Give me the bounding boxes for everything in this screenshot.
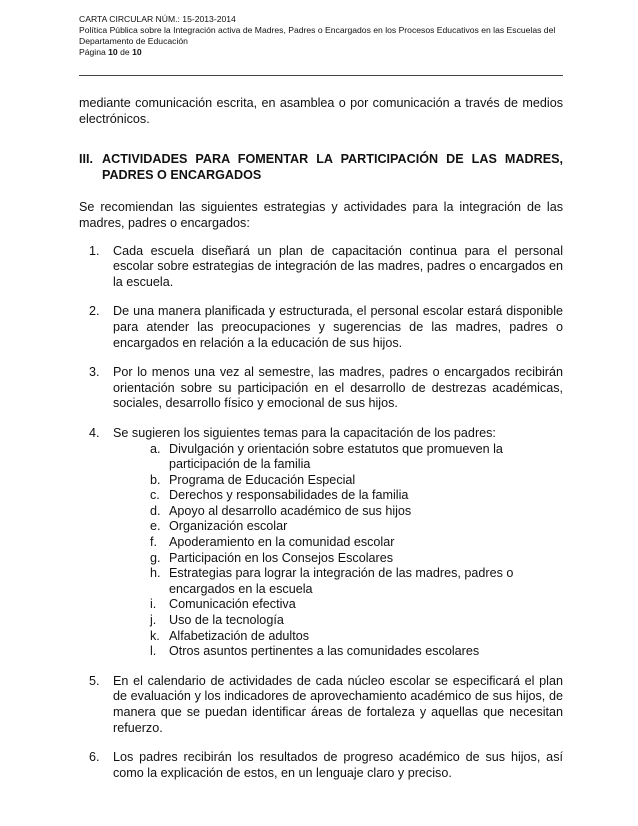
sub-list-item [150,644,563,660]
sub-item-text: Divulgación y orientación sobre estatutos que promueven la participación de la familia [169,441,503,472]
sub-list-item [150,504,563,520]
sub-list-item [150,488,563,504]
item-text: Se sugieren los siguientes temas para la capacitación de los padres: [113,425,496,440]
list-item [79,674,563,736]
sub-list-item [150,473,563,489]
sub-item-text: Programa de Educación Especial [169,472,356,487]
list-item [79,426,563,660]
list-item [79,750,563,781]
sub-item-text: Estrategias para lograr la integración de las madres, padres o encargados en la escuela [169,566,514,596]
item-number: 4. [89,425,100,440]
sub-item-text: Apoderamiento en la comunidad escolar [169,535,395,550]
list-item [79,365,563,412]
sub-item-letter: c. [150,488,160,503]
intro-paragraph: mediante comunicación escrita, en asamblea o por comunicación a través de medios electrónicos. [79,96,563,126]
sub-item-text: Apoyo al desarrollo académico de sus hijos [169,503,412,518]
sub-list-item [150,519,563,535]
sub-item-letter: g. [150,550,161,565]
sub-item-text: Otros asuntos pertinentes a las comunidades escolares [169,644,480,659]
section-heading [79,152,563,183]
sub-item-letter: k. [150,628,160,643]
list-item [79,244,563,291]
sub-item-text: Alfabetización de adultos [169,628,310,643]
sub-list-item [150,566,563,597]
sub-list-item [150,613,563,629]
page-header [79,14,569,58]
item-text: De una manera planificada y estructurada, el personal escolar estará disponible para atender las preocupaciones y sugerencias de las madres, padres o encargados en relación a la educación de sus hijos. [113,304,563,350]
item-text: En el calendario de actividades de cada núcleo escolar se especificará el plan de evaluación y los indicadores de aprovechamiento académico de sus hijos, de manera que se puedan identificar áreas de fortaleza y aquellas que necesitan refuerzo. [113,673,563,735]
sub-list-item [150,551,563,567]
item-text: Cada escuela diseñará un plan de capacitación continua para el personal escolar sobre estrategias de integración de las madres, padres o encargados en la escuela. [113,243,563,289]
page-number: 10 [108,47,118,57]
sub-item-letter: a. [150,441,161,456]
sub-item-letter: l. [150,644,157,659]
sub-item-letter: e. [150,519,161,534]
sub-list-item [150,597,563,613]
circular-number: CARTA CIRCULAR NÚM.: 15-2013-2014 [79,14,236,24]
sub-list-item [150,629,563,645]
sub-item-letter: f. [150,535,157,550]
page-of-label: de [120,47,130,57]
list-item [79,304,563,351]
topics-list [150,442,563,660]
sub-list-item [150,442,563,473]
sub-item-letter: h. [150,566,161,581]
sub-item-text: Comunicación efectiva [169,597,296,612]
department-name: Departamento de Educación [79,36,188,46]
document-body [79,96,563,795]
item-number: 5. [89,673,100,688]
sub-item-letter: j. [150,613,157,628]
item-text: Por lo menos una vez al semestre, las madres, padres o encargados recibirán orientación sobre su participación en el desarrollo de destrezas académicas, sociales, desarrollo físico y emocional de sus hijos. [113,365,563,411]
sub-list-item [150,535,563,551]
item-number: 1. [89,243,100,258]
item-text: Los padres recibirán los resultados de progreso académico de sus hijos, así como la explicación de estos, en un lenguaje claro y preciso. [113,750,563,780]
page-indicator [79,47,569,58]
item-number: 6. [89,750,100,765]
sub-item-letter: d. [150,503,161,518]
page-total: 10 [132,47,142,57]
header-divider [79,75,563,76]
page-label: Página [79,47,106,57]
sub-item-text: Participación en los Consejos Escolares [169,550,394,565]
sub-item-letter: i. [150,597,157,612]
policy-title: Política Pública sobre la Integración activa de Madres, Padres o Encargados en los Procesos Educativos en las Escuelas del [79,25,556,35]
sub-item-text: Organización escolar [169,519,288,534]
sub-item-text: Derechos y responsabilidades de la familia [169,488,409,503]
section-number: III. [79,152,93,167]
lead-paragraph: Se recomiendan las siguientes estrategias y actividades para la integración de las madres, padres o encargados: [79,200,563,230]
section-title: ACTIVIDADES PARA FOMENTAR LA PARTICIPACIÓN DE LAS MADRES, PADRES O ENCARGADOS [102,152,563,182]
item-number: 3. [89,365,100,380]
activities-list [79,244,563,782]
sub-item-text: Uso de la tecnología [169,613,284,628]
sub-item-letter: b. [150,472,161,487]
item-number: 2. [89,304,100,319]
